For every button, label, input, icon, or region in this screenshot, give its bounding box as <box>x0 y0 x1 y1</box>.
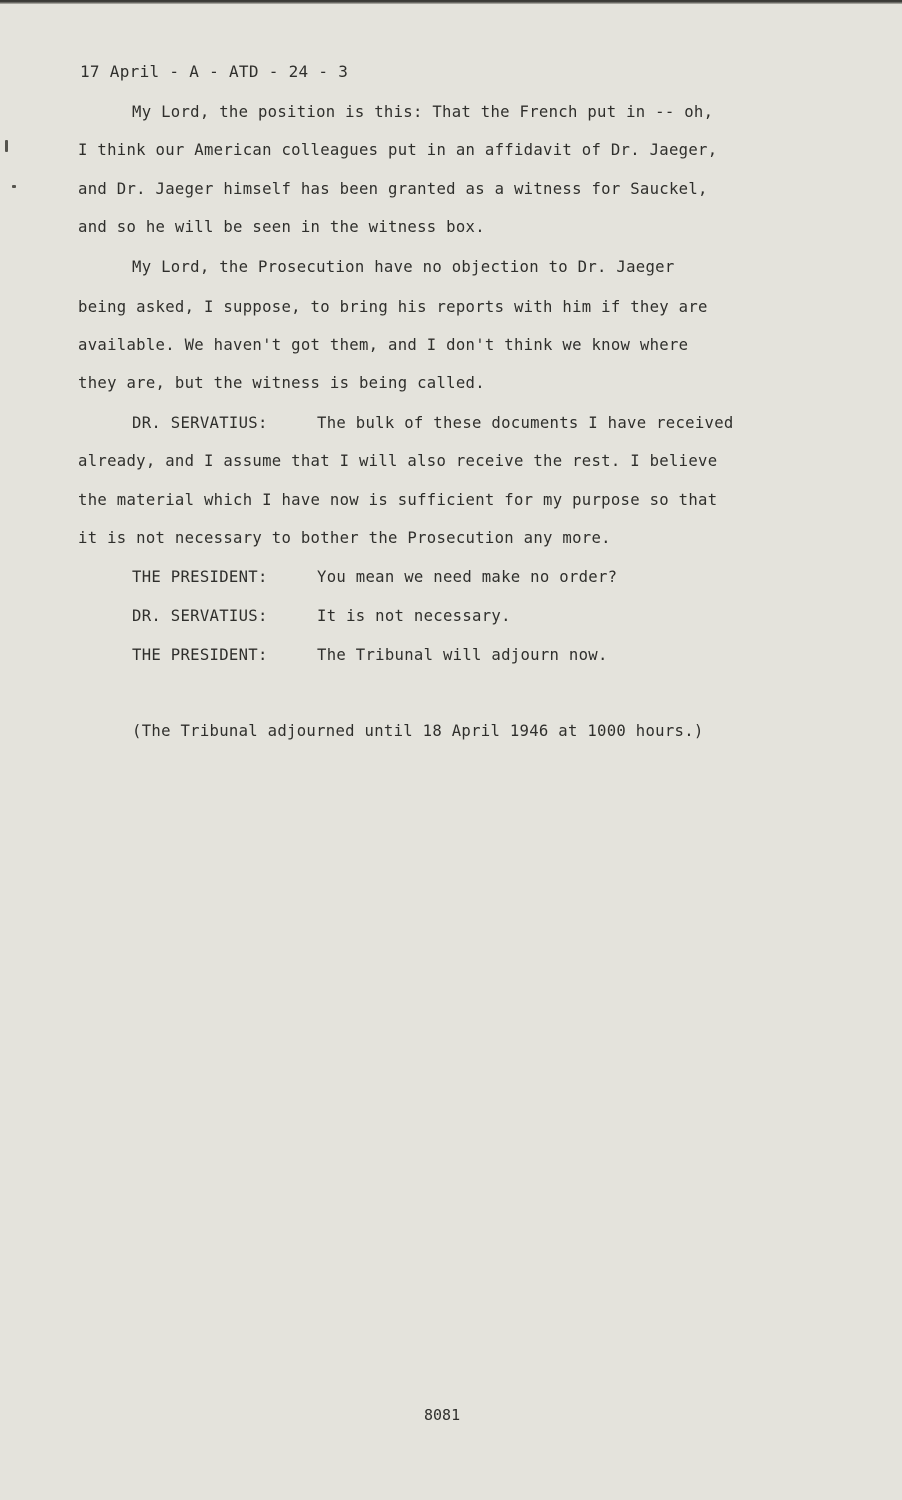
paragraph-1-line-2: I think our American colleagues put in an affidavit of Dr. Jaeger, <box>78 141 718 159</box>
paragraph-1-line-1: My Lord, the position is this: That the French put in -- oh, <box>132 103 714 121</box>
adjournment-note: (The Tribunal adjourned until 18 April 1946 at 1000 hours.) <box>132 722 704 740</box>
page-number: 8081 <box>424 1406 461 1424</box>
exchange-1-first-line <box>132 413 734 433</box>
exchange-1-line-3: the material which I have now is sufficient for my purpose so that <box>78 491 718 509</box>
exchange-1-line-2: already, and I assume that I will also receive the rest. I believe <box>78 452 718 470</box>
paragraph-2-line-3: available. We haven't got them, and I don't think we know where <box>78 336 689 354</box>
exchange-4-text: The Tribunal will adjourn now. <box>317 646 608 664</box>
exchange-4 <box>132 645 608 665</box>
paragraph-2-line-4: they are, but the witness is being called. <box>78 374 485 392</box>
paragraph-1-line-3: and Dr. Jaeger himself has been granted as a witness for Sauckel, <box>78 180 708 198</box>
margin-mark <box>12 185 16 188</box>
exchange-2 <box>132 567 617 587</box>
exchange-1-line-4: it is not necessary to bother the Prosecution any more. <box>78 529 611 547</box>
speaker-president: THE PRESIDENT: <box>132 568 268 586</box>
exchange-2-text: You mean we need make no order? <box>317 568 618 586</box>
exchange-1-line-1: The bulk of these documents I have received <box>317 414 734 432</box>
exchange-3 <box>132 606 511 626</box>
paragraph-1-line-4: and so he will be seen in the witness box. <box>78 218 485 236</box>
speaker-president: THE PRESIDENT: <box>132 646 268 664</box>
margin-mark <box>5 140 8 152</box>
paragraph-2-line-1: My Lord, the Prosecution have no objection to Dr. Jaeger <box>132 258 675 276</box>
exchange-3-text: It is not necessary. <box>317 607 511 625</box>
speaker-servatius: DR. SERVATIUS: <box>132 414 268 432</box>
paragraph-2-line-2: being asked, I suppose, to bring his reports with him if they are <box>78 298 708 316</box>
speaker-servatius: DR. SERVATIUS: <box>132 607 268 625</box>
page-header: 17 April - A - ATD - 24 - 3 <box>80 62 349 81</box>
